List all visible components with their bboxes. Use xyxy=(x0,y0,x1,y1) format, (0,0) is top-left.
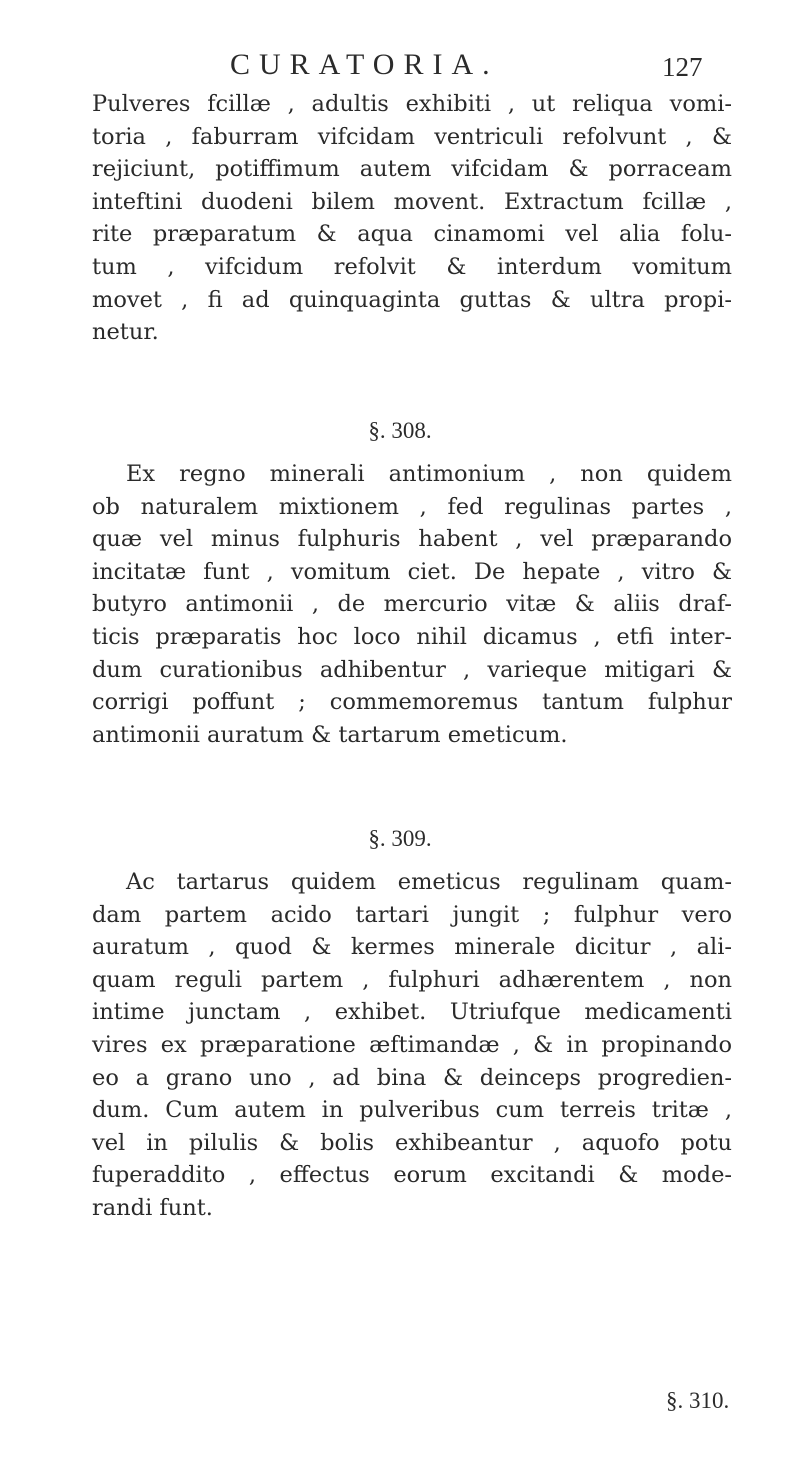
text-line: incitatæ funt , vomitum ciet. De hepate , vitro & xyxy=(92,558,732,585)
page-number: 127 xyxy=(662,52,703,82)
text-line: Ex regno minerali antimonium , non quidem xyxy=(126,461,732,487)
text-line: dum curationibus adhibentur , varieque mitigari & xyxy=(92,656,732,683)
text-line: rejiciunt, potiffimum autem vifcidam & porraceam xyxy=(92,156,732,183)
text-line: eo a grano uno , ad bina & deinceps progredien- xyxy=(92,1064,732,1091)
section-number-308: §. 308. xyxy=(368,418,432,443)
text-line: auratum , quod & kermes minerale dicitur , ali- xyxy=(92,934,732,961)
paragraph-2 xyxy=(92,458,732,751)
text-line: rite præparatum & aqua cinamomi vel alia folu- xyxy=(92,221,732,248)
text-line: corrigi poffunt ; commemoremus tantum fulphur xyxy=(92,689,732,716)
paragraph-3 xyxy=(92,866,732,1225)
text-line: Pulveres fcillæ , adultis exhibiti , ut reliqua vomi- xyxy=(92,91,732,117)
text-line: randi funt. xyxy=(92,1194,213,1221)
text-line: Ac tartarus quidem emeticus regulinam quam- xyxy=(126,869,732,895)
text-line: vel in pilulis & bolis exhibeantur , aquofo potu xyxy=(92,1129,732,1156)
text-line: ob naturalem mixtionem , fed regulinas partes , xyxy=(92,493,732,520)
text-line: intime junctam , exhibet. Utriufque medicamenti xyxy=(92,999,732,1026)
section-number-309: §. 309. xyxy=(368,826,432,851)
text-line: butyro antimonii , de mercurio vitæ & aliis draf- xyxy=(92,591,732,618)
text-line: fuperaddito , effectus eorum excitandi & mode- xyxy=(92,1162,732,1189)
text-line: inteftini duodeni bilem movent. Extractum fcillæ , xyxy=(92,188,732,215)
text-line: ticis præparatis hoc loco nihil dicamus , etfi inter- xyxy=(92,623,732,650)
text-line: antimonii auratum & tartarum emeticum. xyxy=(92,721,568,748)
text-line: vires ex præparatione æftimandæ , & in propinando xyxy=(92,1031,732,1058)
text-line: netur. xyxy=(92,319,159,346)
catchword: §. 310. xyxy=(666,1388,730,1413)
text-line: tum , vifcidum refolvit & interdum vomitum xyxy=(92,253,732,280)
text-line: movet , fi ad quinquaginta guttas & ultra propi- xyxy=(92,286,732,313)
running-title: CURATORIA. xyxy=(230,48,499,81)
text-line: dum. Cum autem in pulveribus cum terreis tritæ , xyxy=(92,1097,732,1124)
text-line: quæ vel minus fulphuris habent , vel præparando xyxy=(92,526,732,553)
text-line: quam reguli partem , fulphuri adhærentem , non xyxy=(92,966,732,993)
running-head xyxy=(0,48,800,88)
text-line: dam partem acido tartari jungit ; fulphur vero xyxy=(92,901,732,928)
text-line: toria , faburram vifcidam ventriculi refolvunt , & xyxy=(92,123,732,150)
paragraph-1 xyxy=(92,88,732,349)
